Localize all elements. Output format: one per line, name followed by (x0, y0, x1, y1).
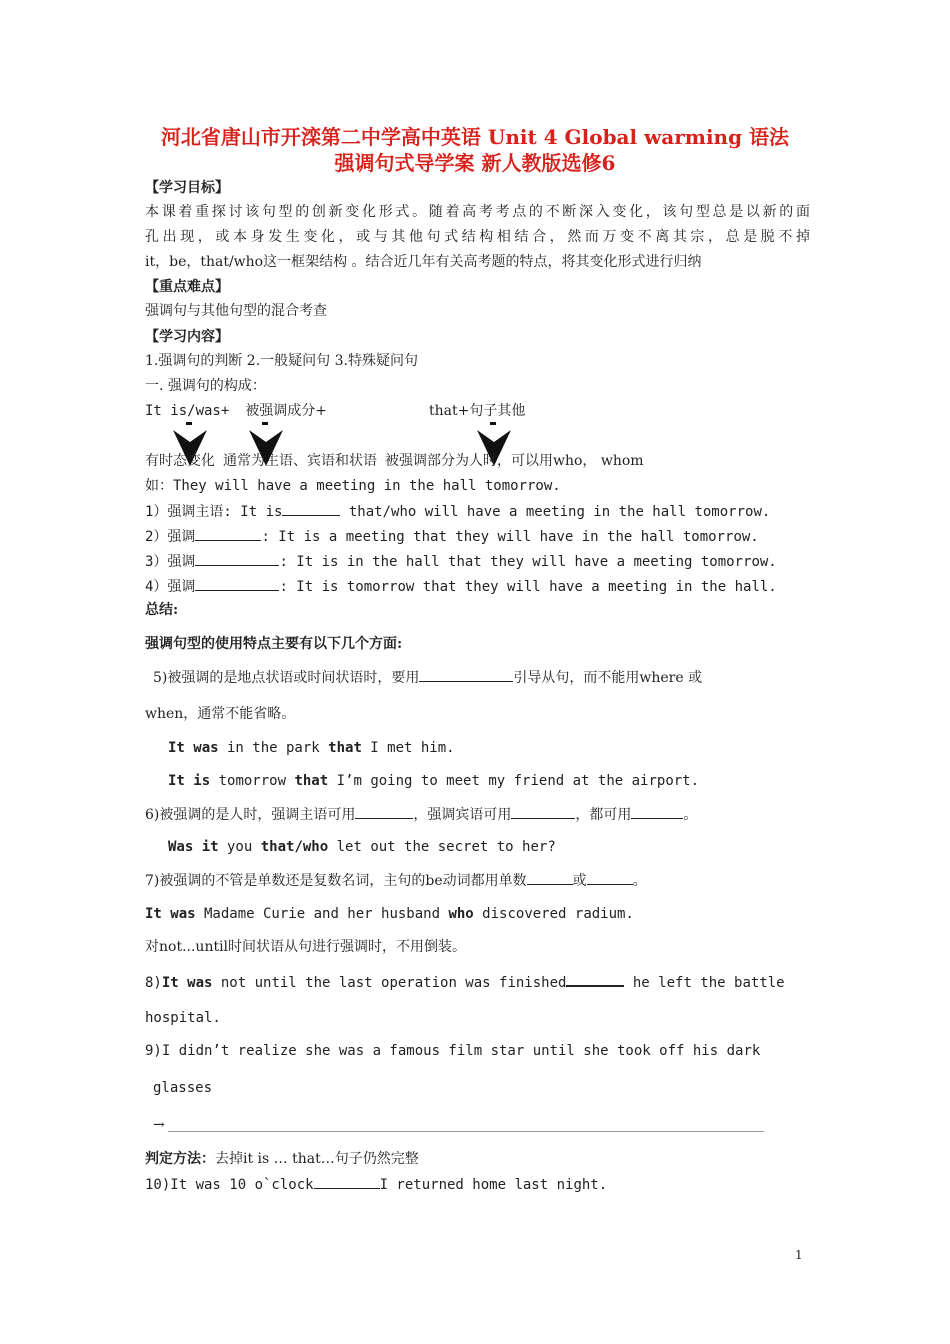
formula-part-2: 被强调成分+ (245, 403, 328, 419)
exercise-3 (145, 551, 810, 572)
example-text: I’m going to meet my friend at the airport. (328, 773, 700, 789)
rule-7-text-a: 7)被强调的不管是单数还是复数名词，主句的be动词都用单数 (145, 873, 527, 889)
answer-blank[interactable] (355, 804, 413, 819)
method-row (145, 1149, 810, 1169)
keyword: It is (168, 773, 211, 789)
rule-5-example-2 (168, 771, 833, 791)
doc-title-line-2: 强调句式导学案 新人教版选修6 (334, 151, 616, 175)
question-10-text-a: 10)It was 10 o`clock (145, 1177, 314, 1193)
rule-5-example-1 (168, 738, 833, 758)
keyword: that/who (260, 839, 329, 855)
keyword: who (448, 906, 474, 922)
formula-row (145, 401, 810, 421)
exercise-3-lead: 3）强调 (145, 554, 196, 570)
rule-6 (145, 804, 810, 825)
keyword: that (328, 740, 362, 756)
example-text: you (218, 839, 261, 855)
example-text: in the park (218, 740, 329, 756)
exercise-2-rest: : It is a meeting that they will have in the hall tomorrow. (261, 529, 759, 545)
doc-title-line-1: 河北省唐山市开滦第二中学高中英语 Unit 4 Global warming 语法 (160, 125, 790, 149)
content-items: 1.强调句的判断 2.一般疑问句 3.特殊疑问句 (145, 353, 418, 369)
key-text: 强调句与其他句型的混合考查 (145, 303, 327, 319)
rule-6-text-a: 6)被强调的是人时，强调主语可用 (145, 807, 356, 823)
objectives-para-2: 孔出现，或本身发生变化，或与其他句式结构相结合，然而万变不离其宗，总是脱不掉 (145, 229, 810, 245)
rule-9-continued: glasses (153, 1080, 213, 1096)
exercise-1 (145, 501, 810, 522)
keyword: It was (145, 906, 196, 922)
answer-blank[interactable] (195, 551, 279, 566)
note-components: 通常为主语、宾语和状语 (223, 453, 377, 469)
rule-6-text-c: ，都可用 (575, 807, 632, 823)
rule-5 (153, 667, 818, 688)
note-person: 被强调部分为人时，可以用who， whom (385, 453, 644, 469)
rule-9: 9)I didn’t realize she was a famous film star until she took off his dark (145, 1043, 761, 1059)
answer-blank[interactable] (631, 804, 683, 819)
answer-blank[interactable] (282, 501, 340, 516)
method-text: 去掉it is … that…句子仍然完整 (215, 1151, 419, 1167)
objectives-para-3: it，be，that/who这一框架结构 。结合近几年有关高考题的特点，将其变化形式进行归纳 (145, 254, 702, 270)
rule-6-text-d: 。 (683, 807, 698, 823)
summary-subheading: 强调句型的使用特点主要有以下几个方面: (145, 636, 403, 652)
answer-blank[interactable] (566, 971, 624, 987)
method-label: 判定方法： (145, 1151, 215, 1167)
answer-blank[interactable] (419, 667, 513, 682)
keyword: It was (168, 740, 219, 756)
question-10 (145, 1174, 810, 1195)
example-text: tomorrow (210, 773, 295, 789)
answer-blank[interactable] (195, 526, 261, 541)
rule-not-until: 对not...until时间状语从句进行强调时，不用倒装。 (145, 939, 467, 955)
rule-7-text-c: 。 (632, 873, 647, 889)
objectives-heading: 【学习目标】 (145, 180, 229, 196)
exercise-1-rest: that/who will have a meeting in the hall tomorrow. (340, 504, 771, 520)
formula-part-1: It is/was+ (145, 403, 230, 419)
exercise-2 (145, 526, 810, 547)
formula-part-3: that+句子其他 (429, 403, 526, 419)
question-10-text-b: I returned home last night. (379, 1177, 608, 1193)
example-sentence: 如：They will have a meeting in the hall tomorrow. (145, 478, 561, 494)
section-1-heading: 一. 强调句的构成： (145, 378, 266, 394)
answer-blank[interactable] (195, 576, 279, 591)
example-text: discovered radium. (473, 906, 634, 922)
key-heading: 【重点难点】 (145, 279, 229, 295)
answer-blank[interactable] (511, 804, 575, 819)
exercise-2-lead: 2）强调 (145, 529, 196, 545)
page-number: 1 (795, 1248, 803, 1262)
answer-blank[interactable] (527, 870, 573, 885)
rule-8-text-a: not until the last operation was finished (212, 975, 567, 991)
answer-blank[interactable] (314, 1174, 380, 1189)
rule-7 (145, 870, 810, 891)
exercise-4 (145, 576, 810, 597)
note-tense: 有时态变化 (145, 453, 215, 469)
example-text: Madame Curie and her husband (195, 906, 449, 922)
rule-8 (145, 971, 810, 993)
exercise-4-lead: 4）强调 (145, 579, 196, 595)
rule-7-example (145, 904, 810, 924)
rule-8-continued: hospital. (145, 1010, 221, 1026)
exercise-1-lead: 1）强调主语: It is (145, 504, 283, 520)
keyword: It was (161, 975, 213, 991)
example-text: let out the secret to her? (328, 839, 556, 855)
rule-5-continued: when，通常不能省略。 (145, 706, 296, 722)
exercise-4-rest: : It is tomorrow that they will have a meeting in the hall. (279, 579, 777, 595)
exercise-3-rest: : It is in the hall that they will have a meeting tomorrow. (279, 554, 777, 570)
answer-blank[interactable] (587, 870, 633, 885)
keyword: that (294, 773, 329, 789)
content-heading: 【学习内容】 (145, 329, 229, 345)
answer-line[interactable] (168, 1131, 764, 1132)
objectives-para-1: 本课着重探讨该句型的创新变化形式。随着高考考点的不断深入变化，该句型总是以新的面 (145, 204, 810, 220)
summary-heading: 总结: (145, 602, 179, 618)
formula-notes-row (145, 451, 810, 471)
rule-8-number: 8) (145, 975, 162, 991)
example-text: I met him. (361, 740, 455, 756)
rule-7-text-b: 或 (572, 873, 587, 889)
rule-5-text-a: 5)被强调的是地点状语或时间状语时，要用 (153, 670, 420, 686)
rule-6-text-b: ，强调宾语可用 (413, 807, 512, 823)
rule-6-example (168, 837, 833, 857)
rule-8-text-b: he left the battle (624, 975, 785, 991)
rewrite-arrow-icon: → (153, 1117, 165, 1133)
rule-5-text-b: 引导从句，而不能用where 或 (513, 670, 703, 686)
keyword: Was it (168, 839, 219, 855)
